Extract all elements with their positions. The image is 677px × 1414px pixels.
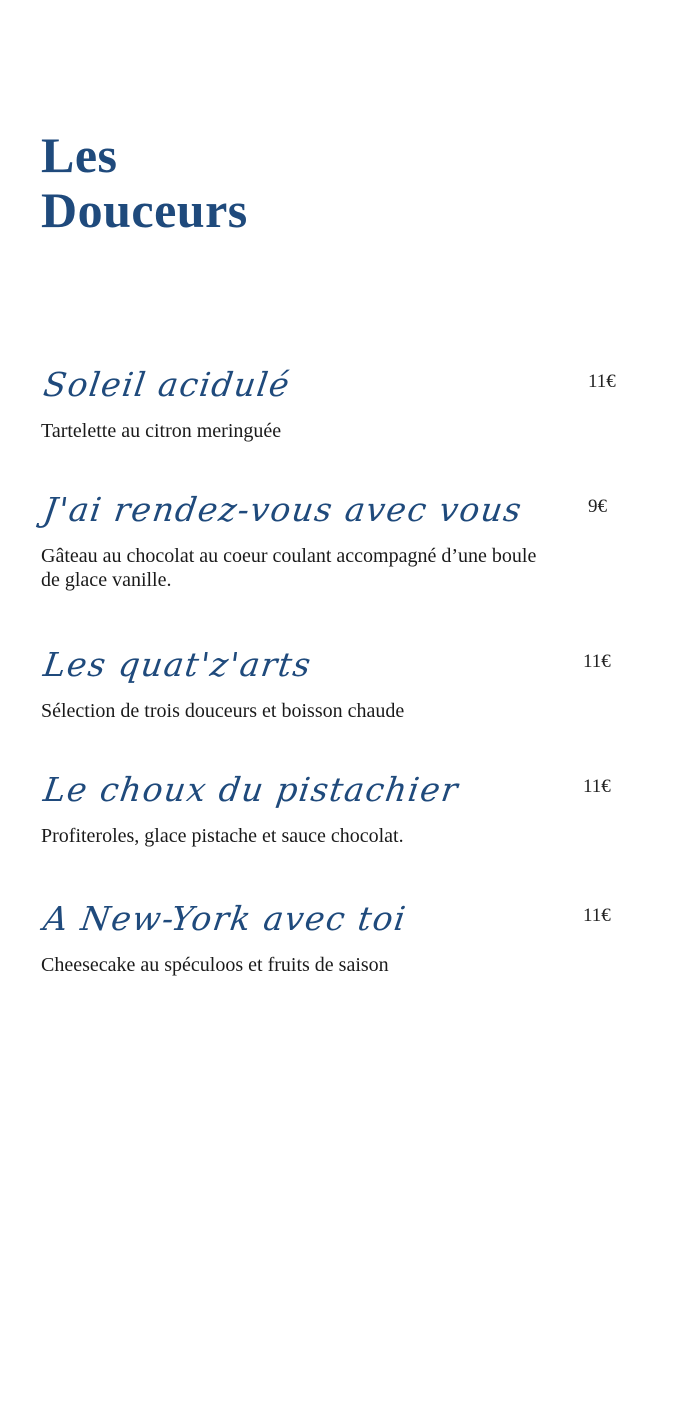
- menu-item-description: Sélection de trois douceurs et boisson chaude: [41, 700, 405, 722]
- menu-item-name: A New-York avec toi: [41, 899, 410, 938]
- menu-item-name: Les quat'z'arts: [41, 645, 315, 684]
- menu-item-description: Gâteau au chocolat au coeur coulant accompagné d’une boule de glace vanille.: [41, 545, 537, 591]
- menu-item-soleil-acidule: [41, 365, 641, 443]
- page-title-line-2: Douceurs: [41, 182, 248, 238]
- menu-item-a-new-york-avec-toi: [41, 899, 641, 977]
- page-title-line-1: Les: [41, 127, 118, 183]
- menu-item-description: Tartelette au citron meringuée: [41, 420, 282, 442]
- menu-item-jai-rendez-vous: [41, 490, 641, 592]
- menu-item-price: 11€: [583, 651, 611, 672]
- menu-item-name: J'ai rendez-vous avec vous: [41, 490, 526, 529]
- menu-item-price: 11€: [583, 905, 611, 926]
- menu-item-name: Soleil acidulé: [41, 365, 293, 404]
- menu-item-le-choux-du-pistachier: [41, 770, 641, 848]
- menu-item-price: 9€: [588, 496, 607, 517]
- menu-item-description: Cheesecake au spéculoos et fruits de saison: [41, 954, 389, 976]
- page-title: [41, 128, 248, 238]
- menu-item-les-quatzarts: [41, 645, 641, 723]
- menu-item-description: Profiteroles, glace pistache et sauce chocolat.: [41, 825, 404, 847]
- menu-item-price: 11€: [588, 371, 616, 392]
- menu-item-name: Le choux du pistachier: [41, 770, 462, 809]
- menu-item-price: 11€: [583, 776, 611, 797]
